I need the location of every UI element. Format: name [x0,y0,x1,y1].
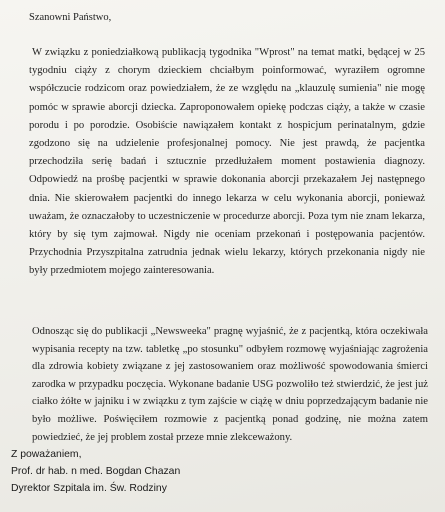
paragraph-newsweek: Odnosząc się do publikacji „Newsweeka" pragnę wyjaśnić, że z pacjentką, która oczekiwała wypisania recepty na tzw. tabletkę „po stosunku" odbyłem rozmowę wyjaśniając zagrożenia dla zdrowia kobiety związane z jej zastosowaniem oraz możliwość spowodowania śmierci zarodka w przypadku poczęcia. Wykonane badanie USG pozwoliło też stwierdzić, że jest już ciałko żółte w jajniku i w związku z tym zajście w ciążę w dniu poprzedzającym badanie nie było możliwe. Poświęciłem rozmowie z pacjentką ponad godzinę, nie można zatem powiedzieć, że jej problem został przeze mnie zlekceważony. [32,326,428,443]
salutation: Szanowni Państwo, [29,12,112,23]
closing: Z poważaniem, [11,449,82,460]
signatory-name: Prof. dr hab. n med. Bogdan Chazan [11,466,181,477]
signatory-position: Dyrektor Szpitala im. Św. Rodziny [11,483,167,494]
signature-block [11,446,180,497]
paragraph-wprost: W związku z poniedziałkową publikacją tygodnika "Wprost" na temat matki, będącej w 25 tygodniu ciąży z chorym dzieckiem chciałbym poinformować, wyraziłem ogromne współczucie rodzicom oraz powiedziałem, że ze względu na „klauzulę sumienia" nie mogę pomóc w sprawie aborcji dziecka. Zaproponowałem opiekę podczas ciąży, a także w czasie porodu i po porodzie. Osobiście nawiązałem kontakt z hospicjum perinatalnym, gdzie zgodzono się na udzielenie profesjonalnej pomocy. Nie jest prawdą, że pacjentka przechodziła serię badań i sztucznie przedłużałem moment postawienia diagnozy. Odpowiedź na prośbę pacjentki w sprawie dokonania aborcji przekazałem Jej następnego dnia. Nie skierowałem pacjentki do innego lekarza w celu wykonania aborcji, ponieważ uważam, że oznaczałoby to uczestniczenie w procedurze aborcji. Poza tym nie znam lekarza, który by się tym zajmował. Nigdy nie oceniam przekonań i postępowania pacjentów. Przychodnia Przyszpitalna zatrudnia jednak wielu lekarzy, których przekonania nigdy nie były przedmiotem mojego zainteresowania. [29,47,425,277]
